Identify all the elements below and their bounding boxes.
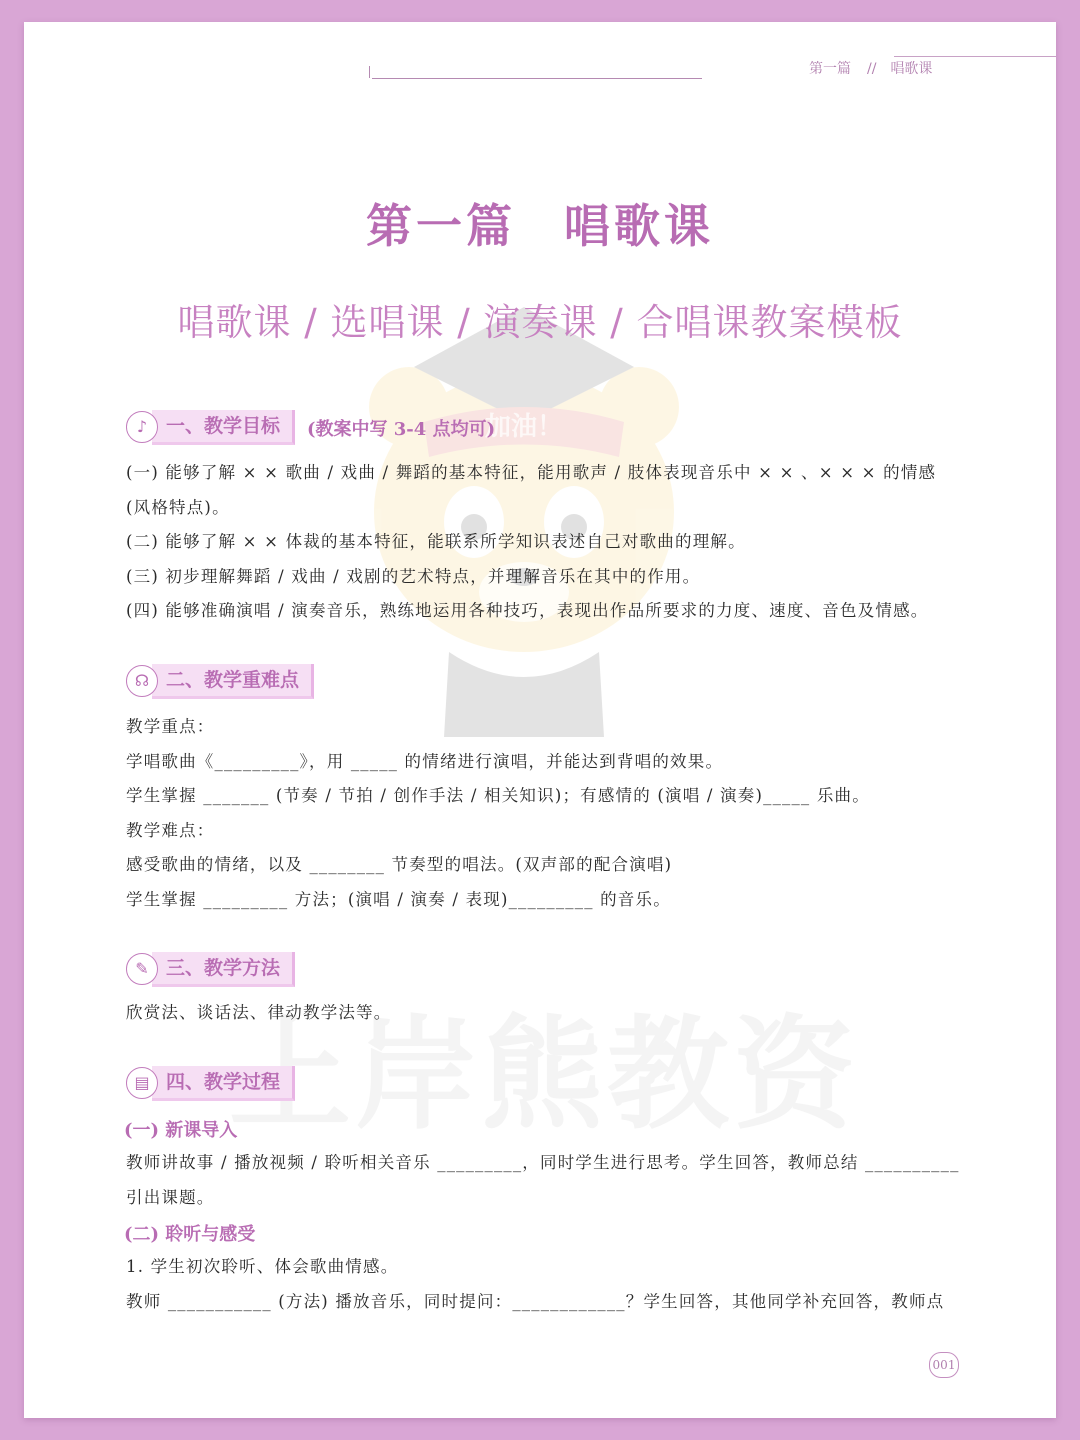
running-header-course: 唱歌课 <box>890 61 933 77</box>
list-item: 1. 学生初次聆听、体会歌曲情感。 <box>126 1257 399 1276</box>
section-title: 三、教学方法 <box>152 952 295 987</box>
section-title: 四、教学过程 <box>152 1066 295 1101</box>
headphones-icon: ☊ <box>126 665 158 697</box>
subsection-title-listening: (二) 聆听与感受 <box>124 1224 256 1245</box>
list-item: (一) 能够了解 × × 歌曲 / 戏曲 / 舞蹈的基本特征，能用歌声 / 肢体表现音乐中 × × 、× × × 的情感 (风格特点)。 <box>126 463 937 517</box>
header-rule <box>894 56 1056 57</box>
list-item: (二) 能够了解 × × 体裁的基本特征，能联系所学知识表述自己对歌曲的理解。 <box>126 532 746 551</box>
goals-list <box>126 456 966 629</box>
mascot-banner-text: 加油！ <box>484 412 564 442</box>
section-title: 二、教学重难点 <box>152 664 314 699</box>
page-subtitle: 唱歌课 / 选唱课 / 演奏课 / 合唱课教案模板 <box>177 301 903 344</box>
list-item: 引出课题。 <box>126 1187 215 1207</box>
list-item: 教师讲故事 / 播放视频 / 聆听相关音乐 _________，同时学生进行思考。学生回答，教师总结 __________ <box>126 1153 960 1172</box>
top-rule-hook <box>369 66 378 78</box>
section-title: 一、教学目标 <box>152 410 295 445</box>
list-item: 感受歌曲的情绪，以及 ________ 节奏型的唱法。(双声部的配合演唱) <box>126 855 673 874</box>
list-item: 教师 ___________ (方法) 播放音乐，同时提问：____________？学生回答，其他同学补充回答，教师点 <box>126 1291 945 1311</box>
subsection-title-intro: (一) 新课导入 <box>124 1120 238 1141</box>
list-item: 教学难点： <box>126 820 215 840</box>
list-item: (三) 初步理解舞蹈 / 戏曲 / 戏剧的艺术特点，并理解音乐在其中的作用。 <box>126 566 701 586</box>
list-item: 学生掌握 _______ (节奏 / 节拍 / 创作手法 / 相关知识)；有感情的 (演唱 / 演奏)_____ 乐曲。 <box>126 786 870 805</box>
music-note-icon: ♪ <box>126 411 158 443</box>
page-number: 001 <box>929 1352 959 1378</box>
section-note: (教案中写 3-4 点均可) <box>307 419 496 440</box>
list-item: 欣赏法、谈话法、律动教学法等。 <box>126 1003 392 1022</box>
process-listening-text <box>126 1250 966 1319</box>
list-item: 学生掌握 _________ 方法；(演唱 / 演奏 / 表现)_________ 的音乐。 <box>126 889 671 909</box>
list-item: 学唱歌曲《_________》，用 _____ 的情绪进行演唱，并能达到背唱的效果。 <box>126 751 724 771</box>
running-header-separator: // <box>867 61 877 77</box>
process-intro-text <box>126 1146 966 1215</box>
microphone-icon: ✎ <box>126 953 158 985</box>
page-title <box>24 190 1056 256</box>
page-title-part: 第一篇 <box>366 199 516 253</box>
document-page <box>24 22 1056 1418</box>
keypoints-list <box>126 710 966 917</box>
page-title-course: 唱歌课 <box>564 199 714 253</box>
document-icon: ▤ <box>126 1067 158 1099</box>
methods-text <box>126 996 966 1031</box>
top-rule <box>372 78 702 79</box>
list-item: 教学重点： <box>126 717 215 736</box>
running-header <box>809 58 932 78</box>
running-header-part: 第一篇 <box>809 61 851 77</box>
list-item: (四) 能够准确演唱 / 演奏音乐，熟练地运用各种技巧，表现出作品所要求的力度、速度、音色及情感。 <box>126 601 929 620</box>
